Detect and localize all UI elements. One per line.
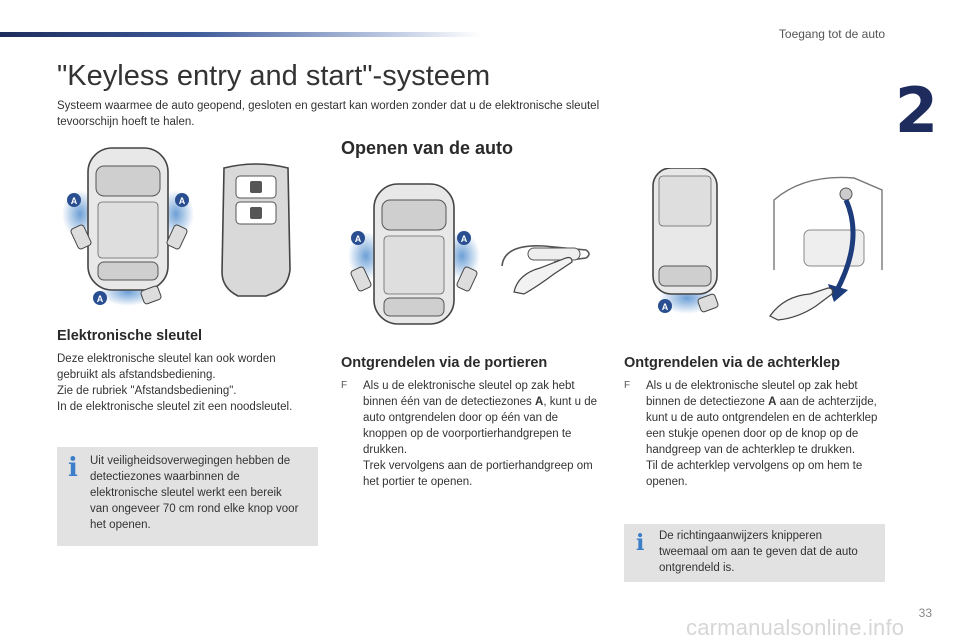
key-heading: Elektronische sleutel (57, 328, 203, 344)
door-handle-illustration (494, 236, 594, 296)
zone-label: A (178, 196, 186, 206)
zone-label: A (354, 234, 362, 244)
car-detection-zones-illustration (58, 142, 198, 314)
car-rear-zone-illustration (645, 168, 725, 328)
page-number: 33 (918, 606, 932, 620)
page-title: "Keyless entry and start"-systeem (57, 60, 491, 92)
zone-label: A (460, 234, 468, 244)
zone-label: A (70, 196, 78, 206)
info-text-indicators: De richtingaanwijzers knipperen tweemaal om aan te geven dat de auto ontgrendeld is. (659, 530, 858, 574)
watermark: carmanualsonline.info (686, 615, 905, 640)
doors-bullet: F Als u de elektronische sleutel op zak hebt binnen één van de detectiezones A, kunt u de auto ontgrendelen door op één van de knoppen op de voorportierhandgrepen te drukken. Trek vervolgens aan de portierhandgreep om het portier te openen. (341, 380, 598, 488)
info-box-indicators (624, 524, 885, 582)
header-bar (0, 32, 480, 37)
info-icon: i (636, 530, 645, 556)
doors-heading: Ontgrendelen via de portieren (341, 355, 548, 371)
info-text-detection: Uit veiligheidsoverwegingen hebben de detectiezones waarbinnen de elektronische sleutel werkt een bereik van ongeveer 70 cm rond elke knop voor het openen. (90, 455, 299, 531)
section-label: Toegang tot de auto (778, 27, 885, 41)
tailgate-bullet: F Als u de elektronische sleutel op zak hebt binnen de detectiezone A aan de achterzijde, kunt u de auto ontgrendelen en de achterklep een stukje openen door op de knop op de handgreep van de achterklep te drukken. Til de achterklep vervolgens op om hem te openen. (624, 380, 878, 488)
tailgate-heading: Ontgrendelen via de achterklep (624, 355, 840, 371)
page-intro: Systeem waarmee de auto geopend, gesloten en gestart kan worden zonder dat u de elektronische sleutel tevoorschijn hoeft te halen. (57, 100, 600, 128)
zone-label: A (96, 294, 104, 304)
key-body-2: Zie de rubriek "Afstandsbediening". (57, 385, 237, 397)
info-box-detection (57, 447, 318, 546)
chapter-number: 2 (894, 74, 938, 147)
key-body-3: In de elektronische sleutel zit een noodsleutel. (57, 401, 293, 413)
car-door-zones-illustration (344, 180, 484, 328)
zone-label: A (661, 302, 669, 312)
bullet-square-icon: F (624, 380, 631, 391)
electronic-key-illustration (214, 160, 298, 300)
info-icon: i (68, 453, 78, 483)
open-heading: Openen van de auto (341, 138, 514, 158)
tailgate-illustration (764, 170, 886, 322)
key-body-1: Deze elektronische sleutel kan ook worden gebruikt als afstandsbediening. (57, 353, 276, 381)
bullet-square-icon: F (341, 380, 348, 391)
